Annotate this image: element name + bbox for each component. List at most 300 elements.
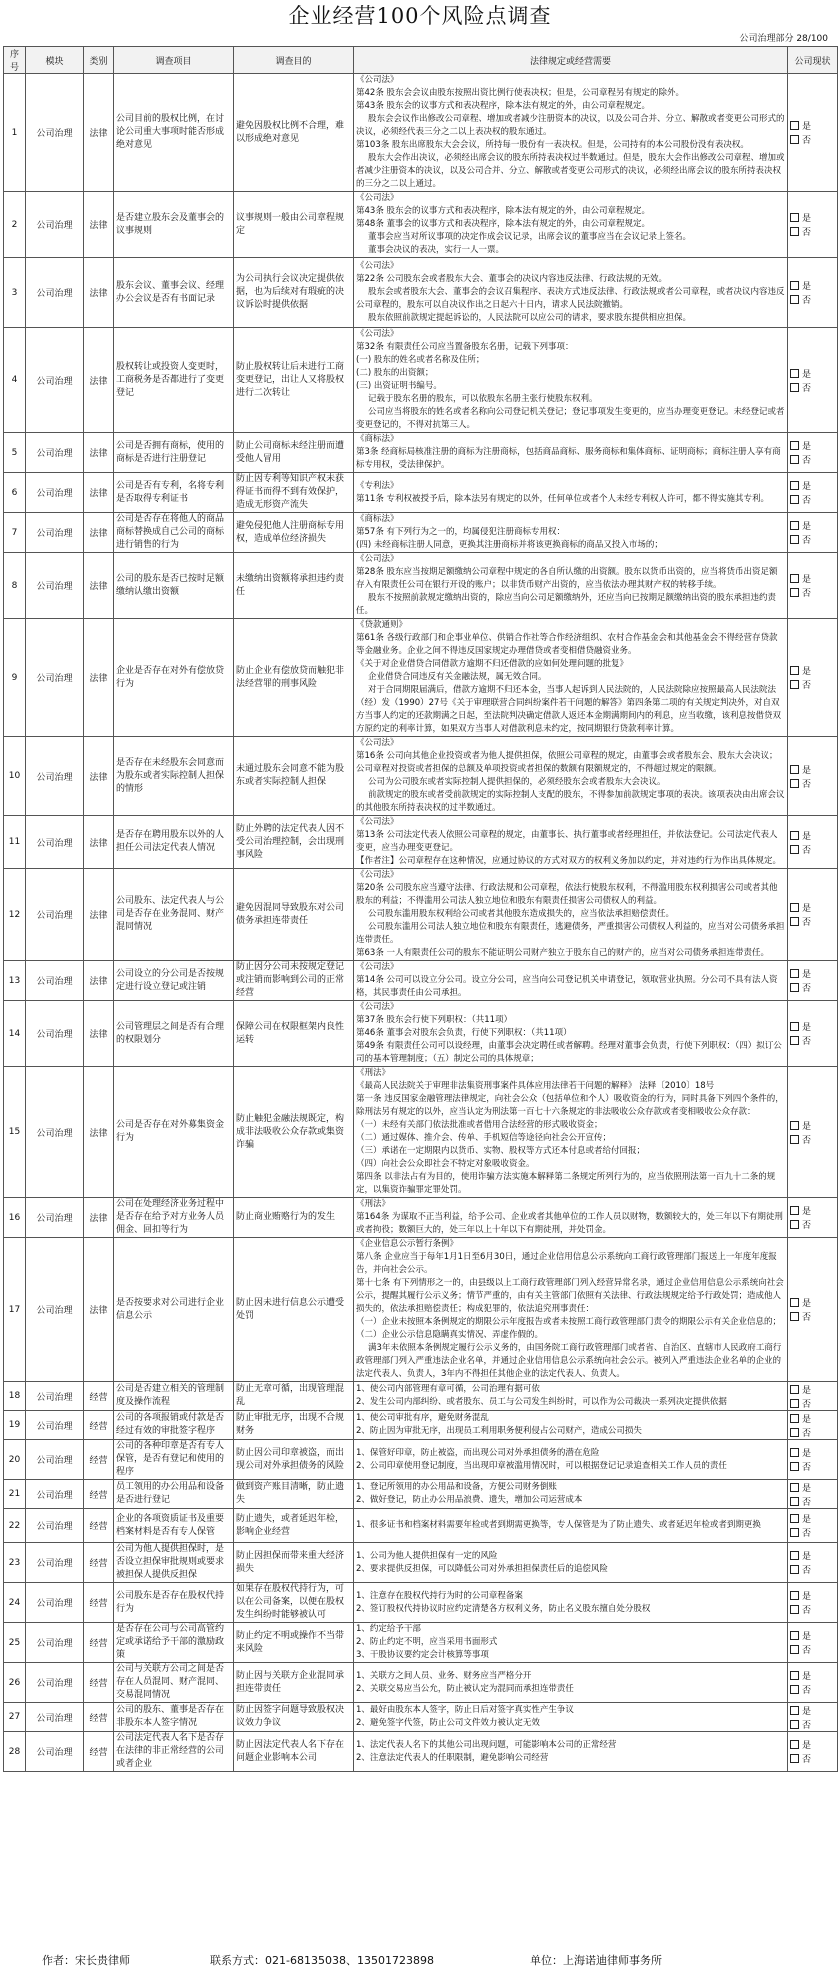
cell-status [788,1623,838,1663]
legal-line: 第十七条 有下列情形之一的，由县级以上工商行政管理部门列入经营异常名录，通过企业信用信息公示系统向社会公示，提醒其履行公示义务；情节严重的，由有关主管部门依照有关法律、行政法规规定给予行政处罚；造成他人损失的，依法承担赔偿责任；构成犯罪的，依法追究刑事责任： [356,1278,784,1314]
cell-category: 法律 [84,816,114,869]
cell-module: 公司治理 [26,473,84,513]
cell-item: 公司管理层之间是否有合理的权限划分 [114,1001,234,1067]
table-row [4,1583,838,1623]
cell-legal [354,553,788,619]
cell-purpose: 未通过股东会同意不能为股东或者实际控制人担保 [234,737,354,816]
legal-line: 《商标法》 [356,434,399,444]
cell-item: 公司设立的分公司是否按规定进行设立登记或注销 [114,961,234,1001]
status-option-label: 是 [802,904,812,914]
status-option-label: 否 [802,456,812,466]
cell-legal [354,1198,788,1238]
checkbox-icon[interactable] [790,1551,799,1560]
cell-item: 公司为他人提供担保时，是否设立担保审批规则或要求被担保人提供反担保 [114,1543,234,1583]
table-row [4,433,838,473]
checkbox-icon[interactable] [790,1298,799,1307]
legal-line: 公司应当将股东的姓名或者名称向公司登记机关登记；登记事项发生变更的，应当办理变更登记。未经登记或者变更登记的，不得对抗第三人。 [356,407,785,430]
cell-category: 法律 [84,1067,114,1198]
status-yes-option[interactable] [790,1549,835,1563]
legal-line: 2、做好登记，防止办公用品浪费、遗失，增加公司运营成本 [356,1495,583,1505]
checkbox-icon[interactable] [790,281,799,290]
cell-module: 公司治理 [26,1382,84,1411]
checkbox-icon[interactable] [790,588,799,597]
checkbox-icon[interactable] [790,521,799,530]
status-yes-option[interactable] [790,1204,835,1218]
checkbox-icon[interactable] [790,1022,799,1031]
legal-line: 股东依照前款规定提起诉讼的，人民法院可以应公司的请求，要求股东提供相应担保。 [368,313,692,323]
status-yes-option[interactable] [790,1446,835,1460]
legal-line: 股东不按照前款规定缴纳出资的，除应当向公司足额缴纳外，还应当向已按期足额缴纳出资的股东承担违约责任。 [356,593,777,616]
cell-legal [354,1703,788,1732]
status-yes-option[interactable] [790,762,835,776]
cell-no: 26 [4,1663,26,1703]
checkbox-icon[interactable] [790,495,799,504]
status-yes-option[interactable] [790,1020,835,1034]
cell-status [788,1732,838,1772]
cell-status [788,1411,838,1440]
checkbox-icon[interactable] [790,574,799,583]
status-option-label: 否 [802,228,812,238]
legal-line: 第11条 专利权被授予后，除本法另有规定的以外，任何单位或者个人未经专利权人许可，都不得实施其专利。 [356,493,770,504]
header-legal: 法律规定或经营需要 [354,47,788,74]
checkbox-icon[interactable] [790,135,799,144]
checkbox-icon[interactable] [790,1385,799,1394]
legal-line: 第13条 公司法定代表人依照公司章程的规定，由董事长、执行董事或者经理担任，并依法登记。公司法定代表人变更，应当办理变更登记。 [356,830,778,853]
checkbox-icon[interactable] [790,121,799,130]
checkbox-icon[interactable] [790,1591,799,1600]
status-yes-option[interactable] [790,519,835,533]
checkbox-icon[interactable] [790,535,799,544]
cell-no: 19 [4,1411,26,1440]
cell-no: 25 [4,1623,26,1663]
cell-module: 公司治理 [26,1583,84,1623]
checkbox-icon[interactable] [790,369,799,378]
cell-legal [354,961,788,1001]
cell-item: 是否存在未经股东会同意而为股东或者实际控制人担保的情形 [114,737,234,816]
checkbox-icon[interactable] [790,1514,799,1523]
status-no-option[interactable] [790,1643,835,1657]
status-yes-option[interactable] [790,1480,835,1494]
footer [0,1950,840,1972]
checkbox-icon[interactable] [790,666,799,675]
checkbox-icon[interactable] [790,1497,799,1506]
status-yes-option[interactable] [790,664,835,678]
cell-status [788,553,838,619]
checkbox-icon[interactable] [790,1121,799,1130]
table-row [4,1543,838,1583]
status-no-option[interactable] [790,776,835,790]
cell-item: 公司目前的股权比例，在讨论公司重大事项时能否形成绝对意见 [114,74,234,192]
status-option-label: 是 [802,1706,812,1717]
legal-line: 【作者注】公司章程存在这种情况，应通过协议的方式对双方的权利义务加以约定，并对违约行为作出具体规定。 [356,856,782,866]
cell-no: 21 [4,1480,26,1509]
checkbox-icon[interactable] [790,383,799,392]
cell-category: 法律 [84,74,114,192]
status-no-option[interactable] [790,586,835,600]
cell-legal [354,433,788,473]
status-no-option[interactable] [790,1425,835,1439]
checkbox-icon[interactable] [790,455,799,464]
cell-legal [354,1067,788,1198]
status-option-label: 否 [802,1135,812,1146]
status-no-option[interactable] [790,453,835,467]
status-no-option[interactable] [790,842,835,856]
status-option-label: 是 [802,667,812,677]
cell-purpose: 防止约定不明或操作不当带来风险 [234,1623,354,1663]
cell-legal [354,1583,788,1623]
status-no-option[interactable] [790,380,835,394]
checkbox-icon[interactable] [790,1565,799,1574]
cell-legal [354,816,788,869]
checkbox-icon[interactable] [790,917,799,926]
cell-no: 28 [4,1732,26,1772]
checkbox-icon[interactable] [790,1206,799,1215]
legal-line: 《刑法》 [356,1199,391,1209]
cell-purpose: 议事规则一般由公司章程规定 [234,192,354,258]
cell-legal [354,1480,788,1509]
page-subtitle: 公司治理部分 28/100 [739,34,828,44]
legal-line: 第43条 股东会的议事方式和表决程序，除本法有规定的外，由公司章程规定。 [356,101,651,111]
cell-module: 公司治理 [26,1411,84,1440]
legal-line: 董事会应当对所议事项的决定作成会议记录，出席会议的董事应当在会议记录上签名。 [368,232,692,242]
checkbox-icon[interactable] [790,1399,799,1408]
status-yes-option[interactable] [790,1296,835,1310]
table-row [4,1001,838,1067]
cell-purpose: 为公司执行会议决定提供依据，也为后续对有瑕疵的决议诉讼时提供依据 [234,258,354,328]
checkbox-icon[interactable] [790,680,799,689]
cell-purpose: 防止公司商标未经注册而遭受他人冒用 [234,433,354,473]
status-option-label: 是 [802,831,812,842]
legal-line: 2、签订股权代持协议时应约定清楚各方权利义务，防止名义股东擅自处分股权 [356,1603,651,1614]
status-option-label: 否 [802,1686,812,1696]
checkbox-icon[interactable] [790,1135,799,1144]
cell-purpose: 防止遗失，或者延迟年检，影响企业经营 [234,1509,354,1543]
checkbox-icon[interactable] [790,1483,799,1492]
checkbox-icon[interactable] [790,1631,799,1640]
cell-legal [354,1663,788,1703]
cell-purpose: 防止外聘的法定代表人因不受公司治理控制，会出现刑事风险 [234,816,354,869]
status-option-label: 否 [802,1037,812,1047]
status-option-label: 否 [802,383,812,394]
checkbox-icon[interactable] [790,1720,799,1729]
legal-line: 第61条 各级行政部门和企事业单位、供销合作社等合作经济组织、农村合作基金会和其他基金会不得经营存贷款等金融业务。企业之间不得违反国家规定办理借贷或者变相借贷融资业务。 [356,633,778,656]
status-option-label: 否 [802,1463,812,1473]
cell-item: 员工领用的办公用品和设备是否进行登记 [114,1480,234,1509]
cell-purpose: 避免侵犯他人注册商标专用权，造成单位经济损失 [234,513,354,553]
status-option-label: 是 [802,1672,812,1682]
legal-line: 股东会会议作出修改公司章程、增加或者减少注册资本的决议，以及公司合并、分立、解散或者变更公司形式的决议，必须经代表三分之二以上表决权的股东通过。 [356,114,785,137]
cell-category: 法律 [84,619,114,737]
cell-legal [354,473,788,513]
checkbox-icon[interactable] [790,1428,799,1437]
legal-line: 3、干股协议要约定会计核算等事项 [356,1650,489,1660]
cell-no: 20 [4,1440,26,1480]
checkbox-icon[interactable] [790,1448,799,1457]
header-status: 公司现状 [788,47,838,74]
status-no-option[interactable] [790,1396,835,1410]
status-option-label: 是 [802,1023,812,1033]
cell-purpose: 防止因公司印章被盗，而出现公司对外承担债务的风险 [234,1440,354,1480]
cell-item: 是否按要求对公司进行企业信息公示 [114,1238,234,1382]
page-title: 企业经营100个风险点调查 [288,4,552,28]
cell-purpose: 防止因专利等知识产权未获得证书而得不到有效保护，造成无形资产流失 [234,473,354,513]
status-option-label: 否 [802,1529,812,1539]
status-no-option[interactable] [790,1460,835,1474]
checkbox-icon[interactable] [790,1462,799,1471]
status-yes-option[interactable] [790,119,835,133]
cell-module: 公司治理 [26,1543,84,1583]
status-option-label: 否 [802,1755,812,1765]
checkbox-icon[interactable] [790,1220,799,1229]
status-yes-option[interactable] [790,366,835,380]
cell-item: 公司是否存在将他人的商品商标替换成自己公司的商标进行销售的行为 [114,513,234,553]
cell-status [788,1067,838,1198]
cell-no: 1 [4,74,26,192]
checkbox-icon[interactable] [790,1706,799,1715]
cell-item: 公司法定代表人名下是否存在法律的非正常经营的公司或者企业 [114,1732,234,1772]
checkbox-icon[interactable] [790,1754,799,1763]
checkbox-icon[interactable] [790,1312,799,1321]
legal-line: 满3年未依照本条例规定履行公示义务的，由国务院工商行政管理部门或者省、自治区、直辖市人民政府工商行政管理部门列入严重违法企业名单，并通过企业信用信息公示系统向社会公示。被列入严重违法企业名单的企业的法定代表人、负责人，3年内不得担任其他企业的法定代表人、负责人。 [356,1343,782,1379]
status-yes-option[interactable] [790,828,835,842]
status-option-label: 否 [802,1313,812,1323]
status-no-option[interactable] [790,1310,835,1324]
cell-category: 经营 [84,1623,114,1663]
cell-status [788,1198,838,1238]
cell-status [788,473,838,513]
checkbox-icon[interactable] [790,213,799,222]
status-no-option[interactable] [790,1526,835,1540]
cell-category: 法律 [84,1238,114,1382]
checkbox-icon[interactable] [790,903,799,912]
status-yes-option[interactable] [790,901,835,915]
legal-line: 《最高人民法院关于审理非法集资刑事案件具体应用法律若干问题的解释》 法释〔2010〕18号 [356,1081,715,1091]
cell-module: 公司治理 [26,869,84,961]
legal-line: 《公司法》 [356,870,399,880]
cell-status [788,74,838,192]
checkbox-icon[interactable] [790,765,799,774]
legal-line: 2、关联交易应当公允，防止被认定为混同而承担连带责任 [356,1683,574,1694]
cell-module: 公司治理 [26,1509,84,1543]
status-option-label: 否 [802,1497,812,1508]
cell-item: 是否存在聘用股东以外的人担任公司法定代表人情况 [114,816,234,869]
status-no-option[interactable] [790,1752,835,1766]
status-no-option[interactable] [790,678,835,692]
status-yes-option[interactable] [790,211,835,225]
checkbox-icon[interactable] [790,481,799,490]
legal-line: 股东大会作出决议，必须经出席会议的股东所持表决权过半数通过。但是，股东大会作出修改公司章程、增加或者减少注册资本的决议，以及公司合并、分立、解散或者变更公司形式的决议，必须经出席会议的股东所持表决权的三分之二以上通过。 [356,153,785,189]
cell-purpose: 如果存在股权代持行为，可以在公司备案，以便在股权发生纠纷时能够被认可 [234,1583,354,1623]
cell-no: 23 [4,1543,26,1583]
status-option-label: 是 [802,1632,812,1642]
cell-item: 公司的各种印章是否有专人保管，是否有登记和使用的程序 [114,1440,234,1480]
legal-line: 《刑法》 [356,1068,391,1078]
checkbox-icon[interactable] [790,1740,799,1749]
status-no-option[interactable] [790,1563,835,1577]
status-no-option[interactable] [790,533,835,547]
header-purpose: 调查目的 [234,47,354,74]
checkbox-icon[interactable] [790,1528,799,1537]
cell-item: 公司是否建立相关的管理制度及操作流程 [114,1382,234,1411]
legal-line: 第16条 公司向其他企业投资或者为他人提供担保，依照公司章程的规定，由董事会或者股东会、股东大会决议；公司章程对投资或者担保的总额及单项投资或者担保的数额有限额规定的，不得超过规定的限额。 [356,751,778,774]
risk-table [3,46,838,1772]
status-no-option[interactable] [790,1034,835,1048]
cell-status [788,513,838,553]
status-option-label: 否 [802,136,812,146]
legal-line: 1、最好由股东本人签字，防止日后对签字真实性产生争议 [356,1705,574,1715]
status-no-option[interactable] [790,1218,835,1232]
status-yes-option[interactable] [790,1703,835,1717]
table-row [4,513,838,553]
checkbox-icon[interactable] [790,1671,799,1680]
status-option-label: 否 [802,1399,812,1410]
header-no: 序号 [4,47,26,74]
status-option-label: 否 [802,1720,812,1731]
status-no-option[interactable] [790,1683,835,1697]
cell-no: 5 [4,433,26,473]
cell-module: 公司治理 [26,1732,84,1772]
status-no-option[interactable] [790,133,835,147]
status-yes-option[interactable] [790,572,835,586]
cell-legal [354,1440,788,1480]
table-row [4,816,838,869]
status-yes-option[interactable] [790,479,835,493]
status-yes-option[interactable] [790,967,835,981]
status-yes-option[interactable] [790,1629,835,1643]
cell-purpose: 防止因法定代表人名下存在问题企业影响本公司 [234,1732,354,1772]
cell-purpose: 防止审批无序，出现不合规财务 [234,1411,354,1440]
status-no-option[interactable] [790,493,835,507]
table-row [4,1623,838,1663]
status-no-option[interactable] [790,1132,835,1146]
cell-item: 公司是否存在对外募集资金行为 [114,1067,234,1198]
checkbox-icon[interactable] [790,295,799,304]
cell-status [788,1703,838,1732]
checkbox-icon[interactable] [790,831,799,840]
legal-line: 2、避免签字代签，防止公司文件效力被认定无效 [356,1718,540,1728]
table-row [4,961,838,1001]
legal-line: 第164条 为谋取不正当利益，给予公司、企业或者其他单位的工作人员以财物，数额较大的，处三年以下有期徒刑或者拘役；数额巨大的，处三年以上十年以下有期徒刑，并处罚金。 [356,1212,783,1235]
status-no-option[interactable] [790,1717,835,1731]
status-yes-option[interactable] [790,1118,835,1132]
legal-line: (一) 股东的姓名或者名称及住所； [356,355,485,365]
cell-module: 公司治理 [26,513,84,553]
cell-no: 9 [4,619,26,737]
cell-item: 公司的各项报销或付款是否经过有效的审批签字程序 [114,1411,234,1440]
legal-line: 《公司法》 [356,261,399,271]
cell-category: 法律 [84,192,114,258]
cell-status [788,619,838,737]
status-yes-option[interactable] [790,439,835,453]
status-yes-option[interactable] [790,1669,835,1683]
checkbox-icon[interactable] [790,1414,799,1423]
cell-status [788,1509,838,1543]
legal-line: 股东会或者股东大会、董事会的会议召集程序、表决方式违反法律、行政法规或者公司章程，或者决议内容违反公司章程的，股东可以自决议作出之日起六十日内，请求人民法院撤销。 [356,287,785,310]
legal-line: 记载于股东名册的股东，可以依股东名册主张行使股东权利。 [368,394,598,404]
status-option-label: 是 [802,1449,812,1459]
status-yes-option[interactable] [790,279,835,293]
cell-legal [354,258,788,328]
status-option-label: 否 [802,779,812,790]
status-yes-option[interactable] [790,1411,835,1425]
status-yes-option[interactable] [790,1512,835,1526]
status-no-option[interactable] [790,981,835,995]
cell-legal [354,1411,788,1440]
cell-category: 法律 [84,737,114,816]
cell-item: 公司股东是否存在股权代持行为 [114,1583,234,1623]
cell-purpose: 防止股权转让后未进行工商变更登记，出让人又将股权进行二次转让 [234,328,354,433]
status-option-label: 是 [802,282,812,292]
checkbox-icon[interactable] [790,1645,799,1654]
status-option-label: 否 [802,296,812,306]
status-option-label: 是 [802,122,812,132]
checkbox-icon[interactable] [790,441,799,450]
header-category: 类别 [84,47,114,74]
status-option-label: 否 [802,918,812,928]
legal-line: 2、要求提供反担保，可以降低公司对外承担担保责任后的追偿风险 [356,1563,608,1574]
cell-category: 法律 [84,433,114,473]
cell-category: 法律 [84,869,114,961]
cell-module: 公司治理 [26,553,84,619]
legal-line: 第3条 经商标局核准注册的商标为注册商标，包括商品商标、服务商标和集体商标、证明商标；商标注册人享有商标专用权，受法律保护。 [356,447,781,470]
status-option-label: 是 [802,1741,812,1751]
legal-line: 2、防止因为审批无序，出现员工利用职务便利侵占公司财产，造成公司损失 [356,1426,642,1436]
cell-category: 经营 [84,1509,114,1543]
checkbox-icon[interactable] [790,969,799,978]
cell-module: 公司治理 [26,328,84,433]
cell-item: 是否建立股东会及董事会的议事规则 [114,192,234,258]
cell-category: 法律 [84,1001,114,1067]
table-row [4,1411,838,1440]
table-row [4,1480,838,1509]
header-item: 调查项目 [114,47,234,74]
checkbox-icon[interactable] [790,1036,799,1045]
status-yes-option[interactable] [790,1382,835,1396]
checkbox-icon[interactable] [790,1685,799,1694]
legal-line: 第42条 股东会会议由股东按照出资比例行使表决权；但是，公司章程另有规定的除外。 [356,88,685,98]
table-row [4,74,838,192]
checkbox-icon[interactable] [790,779,799,788]
status-no-option[interactable] [790,225,835,239]
table-row [4,1382,838,1411]
legal-line: 《公司法》 [356,554,399,564]
legal-line: 公司股东滥用股东权利给公司或者其他股东造成损失的，应当依法承担赔偿责任。 [368,909,675,919]
status-no-option[interactable] [790,915,835,929]
checkbox-icon[interactable] [790,1605,799,1614]
status-no-option[interactable] [790,293,835,307]
checkbox-icon[interactable] [790,845,799,854]
status-no-option[interactable] [790,1603,835,1617]
cell-no: 10 [4,737,26,816]
status-option-label: 是 [802,442,812,452]
status-option-label: 否 [802,1606,812,1616]
checkbox-icon[interactable] [790,983,799,992]
status-yes-option[interactable] [790,1738,835,1752]
cell-status [788,192,838,258]
status-no-option[interactable] [790,1494,835,1508]
legal-line: 第14条 公司可以设立分公司。设立分公司，应当向公司登记机关申请登记，领取营业执照。分公司不具有法人资格，其民事责任由公司承担。 [356,975,778,998]
cell-purpose: 避免因股权比例不合理，难以形成绝对意见 [234,74,354,192]
cell-module: 公司治理 [26,961,84,1001]
cell-legal [354,1623,788,1663]
status-yes-option[interactable] [790,1589,835,1603]
cell-item: 企业是否存在对外有偿放贷行为 [114,619,234,737]
legal-line: 《公司法》 [356,329,399,339]
checkbox-icon[interactable] [790,227,799,236]
table-row [4,1067,838,1198]
legal-line: 公司为公司股东或者实际控制人提供担保的，必须经股东会或者股东大会决议。 [368,777,666,787]
cell-status [788,1238,838,1382]
